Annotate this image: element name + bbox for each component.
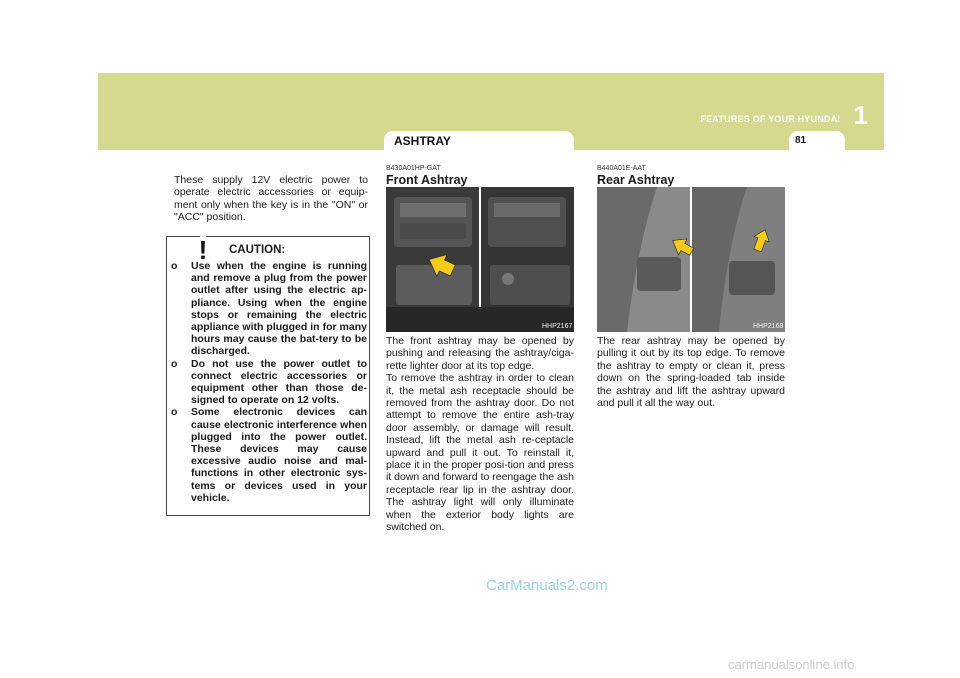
page-number: 81 bbox=[795, 135, 807, 146]
chapter-number: 1 bbox=[853, 100, 868, 130]
rear-ashtray-text bbox=[597, 335, 785, 409]
rear-photo-code: HHP2168 bbox=[753, 323, 784, 330]
caution-title: CAUTION: bbox=[229, 244, 286, 256]
chapter-title: FEATURES OF YOUR HYUNDAI bbox=[700, 114, 840, 124]
column-3 bbox=[597, 164, 785, 189]
front-ashtray-body: The front ashtray may be opened by pushing and releasing the ashtray/ciga-rette lighter door at its top edge. To remove the ashtray in order to clean it, the metal ash receptacle should be removed from the ashtray door. Do not attempt to remove the entire ash-tray door assembly, or damage will result. Instead, lift the metal ash re-ceptacle upward and pull it out. To reinstall it, place it in the proper posi-tion and press it down and forward to reengage the ash receptacle rear lip in the ashtray door. The ashtray light will only illuminate when the exterior body lights are switched on. bbox=[386, 335, 574, 534]
column-2 bbox=[386, 164, 574, 189]
footer-watermark[interactable]: carmanualsonline.info bbox=[728, 657, 855, 672]
front-photo-code: HHP2167 bbox=[542, 323, 573, 330]
column-1 bbox=[174, 174, 368, 224]
power-outlet-intro: These supply 12V electric power to operate electric accessories or equip-ment only when the key is in the "ON" or "ACC" position. bbox=[174, 174, 368, 224]
svg-text:!: ! bbox=[198, 235, 208, 265]
front-ashtray-photo bbox=[386, 187, 574, 332]
caution-box bbox=[166, 236, 370, 516]
caution-item: o Some electronic devices can cause electronic interference when plugged into the power outlet. These devices may cause excessive audio noise and mal-functions in other electronic sys-tems or devices used in your vehicle. bbox=[171, 406, 367, 504]
rear-ashtray-photo bbox=[597, 187, 785, 332]
front-ashtray-illustration bbox=[386, 187, 574, 332]
caution-item: o Do not use the power outlet to connect electric accessories or equipment other than those de-signed to operate on 12 volts. bbox=[171, 357, 367, 407]
caution-bullet: o bbox=[171, 260, 178, 272]
caution-item: o Use when the engine is running and remove a plug from the power outlet after using the electric ap-pliance. Using when the engine stops or remaining the electric appliance with plugged in for many hours may cause the bat-tery to be discharged. bbox=[171, 260, 367, 358]
rear-ashtray-illustration bbox=[597, 187, 785, 332]
rear-ashtray-code: B440A01E-AAT bbox=[597, 165, 646, 172]
front-ashtray-text bbox=[386, 335, 574, 534]
caution-bullet: o bbox=[171, 357, 178, 370]
watermark-carmanuals2[interactable]: CarManuals2.com bbox=[486, 577, 608, 594]
rear-ashtray-body: The rear ashtray may be opened by pulling it out by its top edge. To remove the ashtray to empty or clean it, press down on the spring-loaded tab inside the ashtray and lift the ashtray upward and pull it all the way out. bbox=[597, 335, 785, 410]
front-ashtray-code: B430A01HP-GAT bbox=[386, 165, 441, 172]
front-ashtray-heading: Front Ashtray bbox=[386, 173, 468, 187]
section-title: ASHTRAY bbox=[394, 134, 451, 148]
caution-list bbox=[171, 260, 367, 504]
caution-bullet: o bbox=[171, 406, 178, 419]
page-tab bbox=[789, 131, 845, 150]
rear-ashtray-heading: Rear Ashtray bbox=[597, 173, 675, 187]
section-tab bbox=[384, 131, 574, 150]
